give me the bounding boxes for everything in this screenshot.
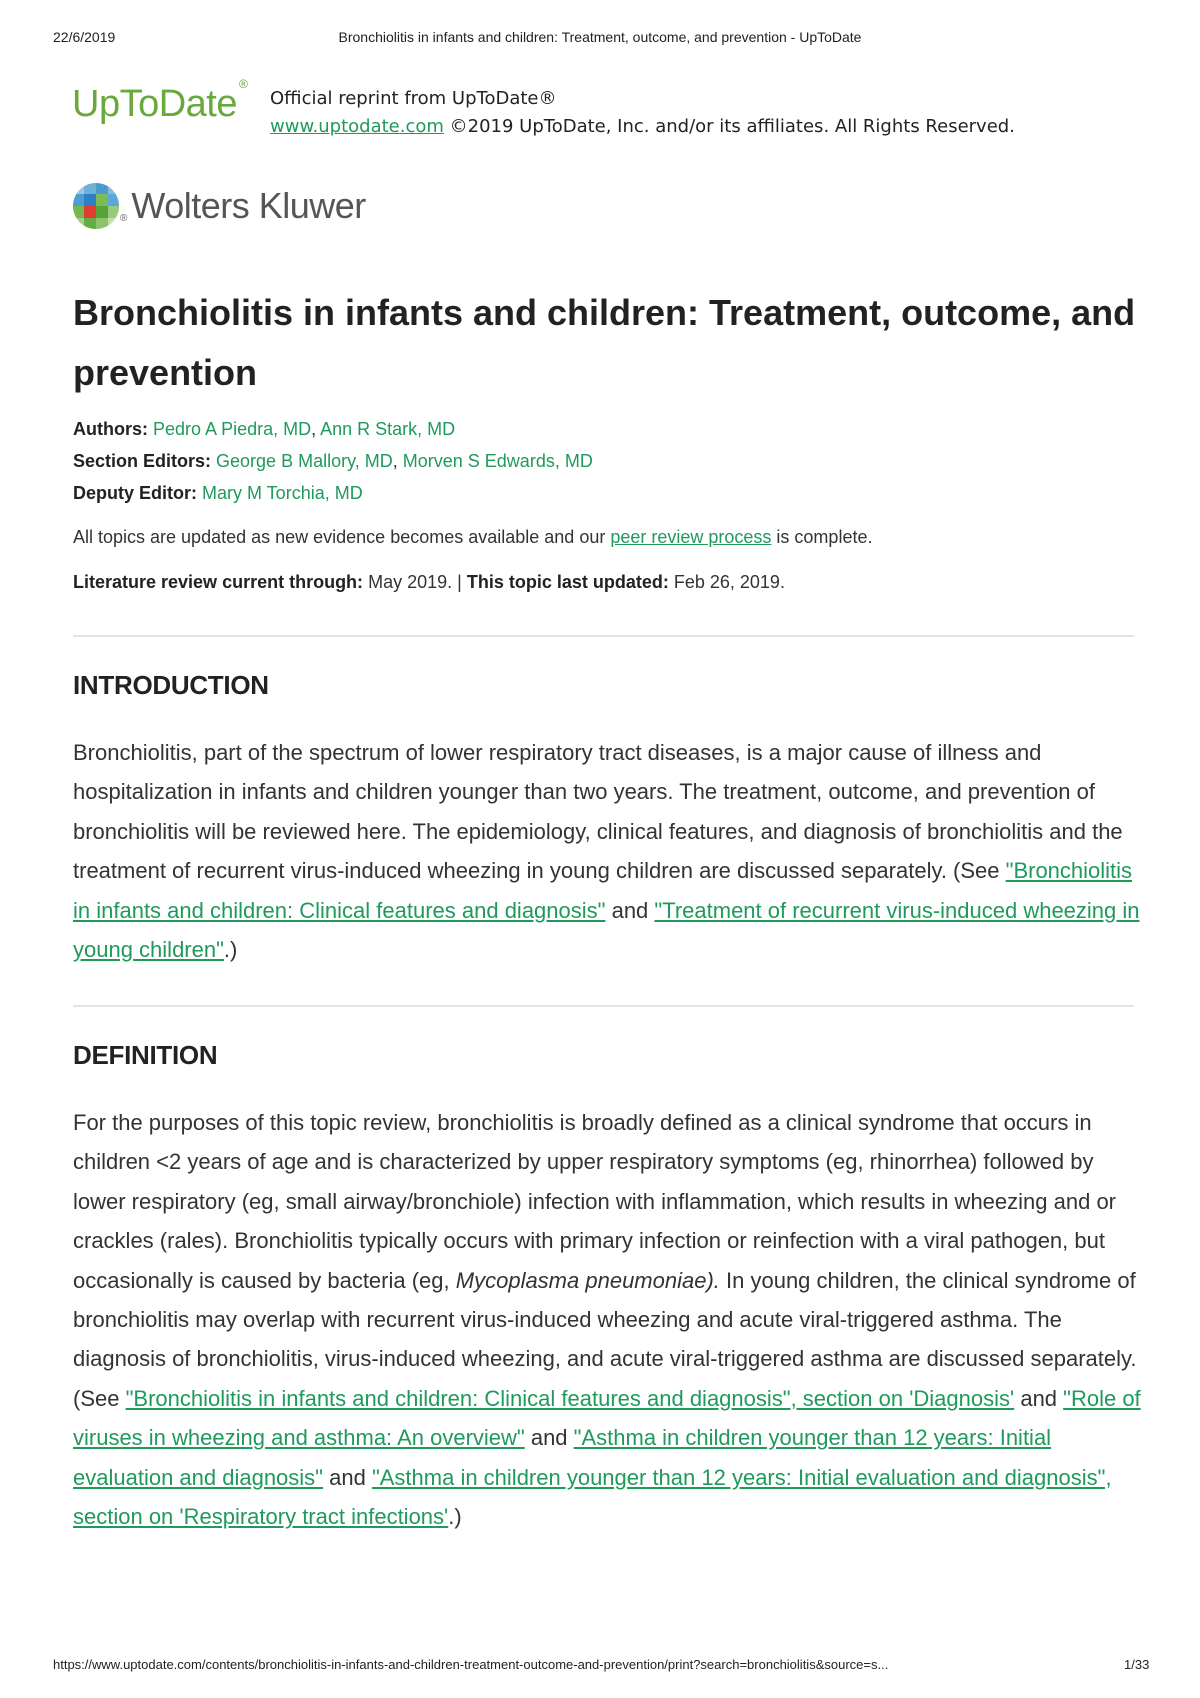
authors-line: Authors: Pedro A Piedra, MD, Ann R Stark, MD: [73, 419, 456, 439]
lit-review-label: Literature review current through:: [73, 572, 364, 592]
uptodate-site-link[interactable]: www.uptodate.com: [270, 116, 444, 137]
paragraph-text: and: [323, 1464, 372, 1490]
viruses-wheezing-asthma-link[interactable]: "Role of viruses in wheezing and asthma: An overview": [73, 1385, 1141, 1451]
definition-heading: DEFINITION: [73, 1040, 218, 1070]
section-editor-link[interactable]: Morven S Edwards, MD: [402, 451, 593, 471]
paragraph-text: and: [605, 897, 655, 923]
paragraph-text: and: [1014, 1385, 1064, 1411]
uptodate-logo[interactable]: [72, 77, 248, 126]
author-link[interactable]: Pedro A Piedra, MD: [153, 419, 312, 439]
last-updated-date: Feb 26, 2019.: [673, 572, 785, 592]
definition-paragraph: [73, 1103, 1143, 1536]
deputy-editor-link[interactable]: Mary M Torchia, MD: [202, 483, 363, 503]
paragraph-text: In young children, the clinical syndrome of bronchiolitis may overlap with recurrent virus-induced wheezing and acute viral-triggered asthma. The diagnosis of bronchiolitis, virus-induced wheezing, and acute viral-triggered asthma are discussed separately. (See: [73, 1267, 1137, 1411]
author-link[interactable]: Ann R Stark, MD: [320, 419, 456, 439]
paragraph-text: .): [223, 937, 238, 963]
page-number: 1/33: [1124, 1657, 1150, 1672]
deputy-editor-label: Deputy Editor:: [73, 483, 197, 503]
copyright-text: ©2019 UpToDate, Inc. and/or its affiliates. All Rights Reserved.: [449, 116, 1015, 137]
section-editor-link[interactable]: George B Mallory, MD: [216, 451, 393, 471]
article-title: Bronchiolitis in infants and children: Treatment, outcome, and prevention: [73, 292, 1136, 393]
update-note-text: is complete.: [771, 527, 873, 547]
update-note: [73, 527, 872, 548]
bronchiolitis-clinical-features-link[interactable]: "Bronchiolitis in infants and children: Clinical features and diagnosis": [73, 858, 1133, 923]
reprint-line: Official reprint from UpToDate®: [270, 88, 557, 109]
authors-label: Authors:: [73, 419, 148, 439]
asthma-children-evaluation-link[interactable]: "Asthma in children younger than 12 years: Initial evaluation and diagnosis": [73, 1425, 1052, 1490]
deputy-editor-line: [73, 483, 363, 504]
wolters-kluwer-wordmark: Wolters Kluwer: [131, 185, 366, 226]
wolters-kluwer-registered-mark: ®: [120, 213, 128, 224]
divider: [73, 635, 1134, 637]
wolters-kluwer-globe-icon: [72, 182, 120, 230]
organism-name: Mycoplasma pneumoniae).: [455, 1267, 720, 1293]
recurrent-wheezing-treatment-link[interactable]: "Treatment of recurrent virus-induced wheezing in young children": [73, 897, 1140, 963]
paragraph-text: Bronchiolitis, part of the spectrum of lower respiratory tract diseases, is a major cause of illness and hospitalization in infants and children younger than two years. The treatment, outcome, and prevention of bronchiolitis will be reviewed here. The epidemiology, clinical features, and diagnosis of bronchiolitis and the treatment of recurrent virus-induced wheezing in young children are discussed separately. (See: [73, 740, 1123, 884]
uptodate-logo-text: UpToDate: [72, 83, 237, 125]
bronchiolitis-diagnosis-section-link[interactable]: "Bronchiolitis in infants and children: Clinical features and diagnosis", section on 'Diagnosis': [125, 1385, 1015, 1411]
update-note-text: All topics are updated as new evidence becomes available and our: [73, 527, 611, 547]
paragraph-text: .): [448, 1504, 462, 1530]
introduction-paragraph: [73, 733, 1143, 969]
registered-mark: ®: [238, 77, 248, 92]
asthma-respiratory-infections-link[interactable]: "Asthma in children younger than 12 years: Initial evaluation and diagnosis", section on 'Respiratory tract infections': [73, 1464, 1112, 1530]
divider: [73, 1005, 1134, 1007]
print-page-title: Bronchiolitis in infants and children: Treatment, outcome, and prevention - UpToDate: [338, 29, 862, 45]
introduction-heading: INTRODUCTION: [73, 670, 269, 700]
section-editors-label: Section Editors:: [73, 451, 212, 471]
wolters-kluwer-logo: [72, 180, 366, 232]
lit-review-date: May 2019.: [368, 572, 453, 592]
section-editors-line: Section Editors: George B Mallory, MD, Morven S Edwards, MD: [73, 451, 593, 471]
peer-review-link[interactable]: peer review process: [610, 527, 772, 547]
print-url: https://www.uptodate.com/contents/bronchiolitis-in-infants-and-children-treatment-outcome-and-prevention/print?search=bronchiolitis&source=s...: [53, 1657, 889, 1672]
reprint-notice: [270, 85, 1015, 141]
separator: |: [452, 572, 467, 592]
print-date: 22/6/2019: [53, 29, 116, 45]
paragraph-text: For the purposes of this topic review, bronchiolitis is broadly defined as a clinical syndrome that occurs in children <2 years of age and is characterized by upper respiratory symptoms (eg, rhinorrhea) followed by lower respiratory (eg, small airway/bronchiole) infection with inflammation, which results in wheezing and or crackles (rales). Bronchiolitis typically occurs with primary infection or reinfection with a viral pathogen, but occasionally is caused by bacteria (eg,: [73, 1110, 1117, 1293]
last-updated-label: This topic last updated:: [466, 572, 669, 592]
review-dates-line: [73, 572, 785, 593]
paragraph-text: and: [524, 1425, 574, 1451]
